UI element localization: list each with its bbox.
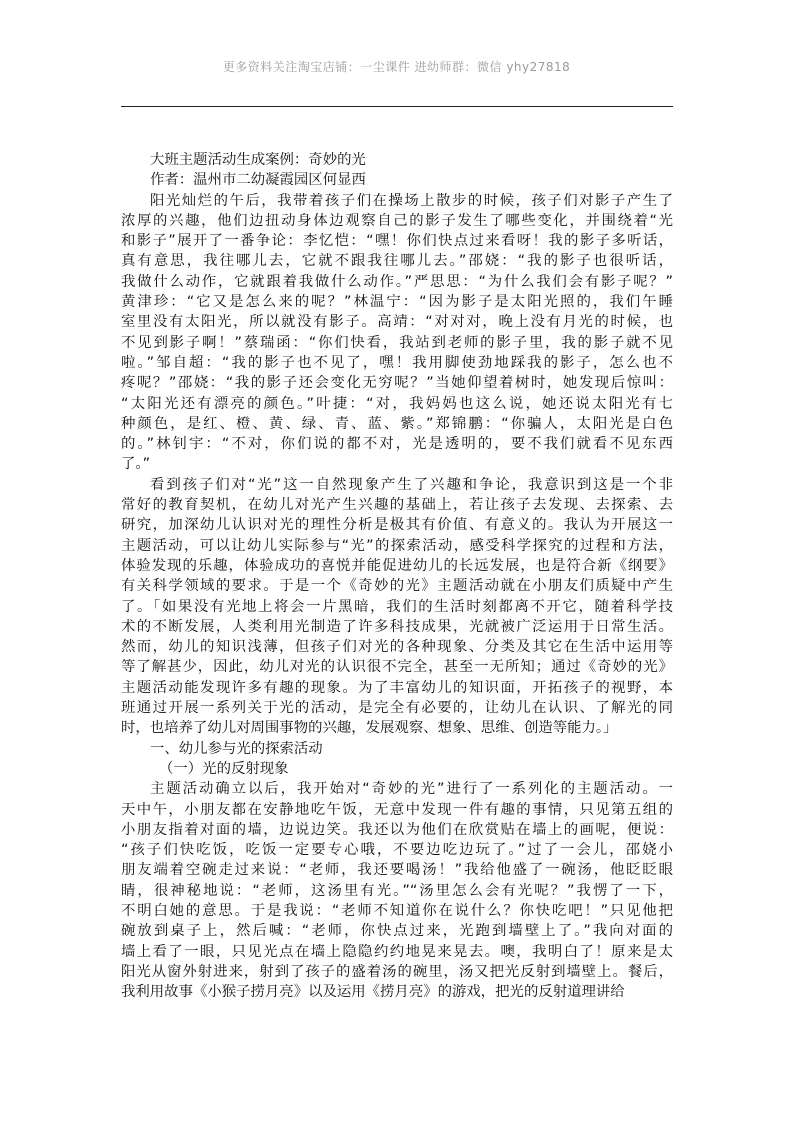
text-line: 室里没有太阳光，所以就没有影子。高靖：“对对对，晚上没有月光的时候，也 [121, 314, 673, 331]
text-line: 墙上看了一眼，只见光点在墙上隐隐约约地晃来晃去。噢，我明白了！原来是太 [121, 943, 673, 960]
text-line: 研究，加深幼儿认识对光的理性分析是极其有价值、有意义的。我认为开展这一 [121, 517, 673, 534]
document-body [121, 150, 673, 1002]
paragraph-1 [121, 191, 673, 475]
text-line: 睛，很神秘地说：“老师，这汤里有光。”“汤里怎么会有光呢？”我愣了一下， [121, 882, 673, 899]
text-line: 种颜色，是红、橙、黄、绿、青、蓝、紫。”郑锦鹏：“你骗人，太阳光是白色 [121, 415, 673, 432]
text-line: 和影子”展开了一番争论：李忆恺：“嘿！你们快点过来看呀！我的影子多听话， [121, 233, 673, 250]
text-line: 体验发现的乐趣，体验成功的喜悦并能促进幼儿的长远发展，也是符合新《纲要》 [121, 557, 673, 574]
text-line: 真有意思，我往哪儿去，它就不跟我往哪儿去。”邵娆：“我的影子也很听话， [121, 253, 673, 270]
text-line: 主题活动，可以让幼儿实际参与“光”的探索活动，感受科学探究的过程和方法， [121, 537, 673, 554]
document-author: 作者：温州市二幼凝霞园区何显西 [150, 172, 366, 189]
text-line: 主题活动能发现许多有趣的现象。为了丰富幼儿的知识面，开拓孩子的视野，本 [121, 679, 673, 696]
text-line: 阳光灿烂的午后，我带着孩子们在操场上散步的时候，孩子们对影子产生了 [150, 192, 673, 209]
text-line: 我做什么动作，它就跟着我做什么动作。”严思思：“为什么我们会有影子呢？” [121, 273, 673, 290]
text-line: 朋友端着空碗走过来说：“老师，我还要喝汤！”我给他盛了一碗汤，他眨眨眼 [121, 862, 673, 879]
text-line: 阳光从窗外射进来，射到了孩子的盛着汤的碗里，汤又把光反射到墙壁上。餐后， [121, 963, 673, 980]
text-line: 了。「如果没有光地上将会一片黑暗，我们的生活时刻都离不开它，随着科学技 [121, 598, 673, 615]
text-line: 不明白她的意思。于是我说：“老师不知道你在说什么？你快吃吧！”只见他把 [121, 902, 673, 919]
text-line: 有关科学领域的要求。于是一个《奇妙的光》主题活动就在小朋友们质疑中产生 [121, 578, 673, 595]
text-line: 常好的教育契机，在幼儿对光产生兴趣的基础上，若让孩子去发现、去探索、去 [121, 497, 673, 514]
text-line: 班通过开展一系列关于光的活动，是完全有必要的，让幼儿在认识、了解光的同 [121, 700, 673, 717]
text-line: 看到孩子们对“光”这一自然现象产生了兴趣和争论，我意识到这是一个非 [150, 476, 673, 493]
section-heading-1: 一、幼儿参与光的探索活动 [150, 740, 323, 757]
text-line: 了。” [121, 456, 151, 473]
header-rule [121, 106, 673, 107]
text-line: 等了解甚少，因此，幼儿对光的认识很不完全，甚至一无所知；通过《奇妙的光》 [121, 659, 673, 676]
text-line: 疼呢？”邵娆：“我的影子还会变化无穷呢？”当她仰望着树时，她发现后惊叫： [121, 375, 673, 392]
text-line: “太阳光还有漂亮的颜色。”叶捷：“对，我妈妈也这么说，她还说太阳光有七 [121, 395, 673, 412]
text-line: 天中午，小朋友都在安静地吃午饭，无意中发现一件有趣的事情，只见第五组的 [121, 801, 673, 818]
text-line: 我利用故事《小猴子捞月亮》以及运用《捞月亮》的游戏，把光的反射道理讲给 [121, 984, 625, 1001]
text-line: 碗放到桌子上，然后喊：“老师，你快点过来，光跑到墙壁上了。”我向对面的 [121, 923, 673, 940]
text-line: 啦。”邹自超：“我的影子也不见了，嘿！我用脚使劲地踩我的影子，怎么也不 [121, 354, 673, 371]
text-line: 黄津珍：“它又是怎么来的呢？”林温宁：“因为影子是太阳光照的，我们午睡 [121, 294, 673, 311]
text-line: 不见到影子啊！”蔡瑞函：“你们快看，我站到老师的影子里，我的影子就不见 [121, 334, 673, 351]
section-heading-1-1: （一）光的反射现象 [159, 760, 289, 777]
text-line: 的。”林钊宇：“不对，你们说的都不对，光是透明的，要不我们就看不见东西 [121, 436, 673, 453]
text-line: 然而，幼儿的知识浅薄，但孩子们对光的各种现象、分类及其它在生活中运用等 [121, 639, 673, 656]
text-line: 时，也培养了幼儿对周围事物的兴趣，发展观察、想象、思维、创造等能力。」 [121, 720, 618, 737]
text-line: 主题活动确立以后，我开始对“奇妙的光”进行了一系列化的主题活动。一 [150, 781, 673, 798]
page-header: 更多资料关注淘宝店铺：一尘课件 进幼师群：微信 yhy27818 [222, 60, 571, 74]
text-line: 术的不断发展，人类利用光制造了许多科技成果，光就被广泛运用于日常生活。 [121, 618, 673, 635]
paragraph-2 [121, 475, 673, 739]
document-title: 大班主题活动生成案例：奇妙的光 [150, 152, 366, 168]
text-line: 浓厚的兴趣，他们边扭动身体边观察自己的影子发生了哪些变化，并围绕着“光 [121, 212, 673, 229]
text-line: 小朋友指着对面的墙，边说边笑。我还以为他们在欣赏贴在墙上的画呢，便说： [121, 821, 673, 838]
paragraph-3 [121, 779, 673, 1002]
text-line: “孩子们快吃饭，吃饭一定要专心哦，不要边吃边玩了。”过了一会儿，邵娆小 [121, 842, 673, 859]
